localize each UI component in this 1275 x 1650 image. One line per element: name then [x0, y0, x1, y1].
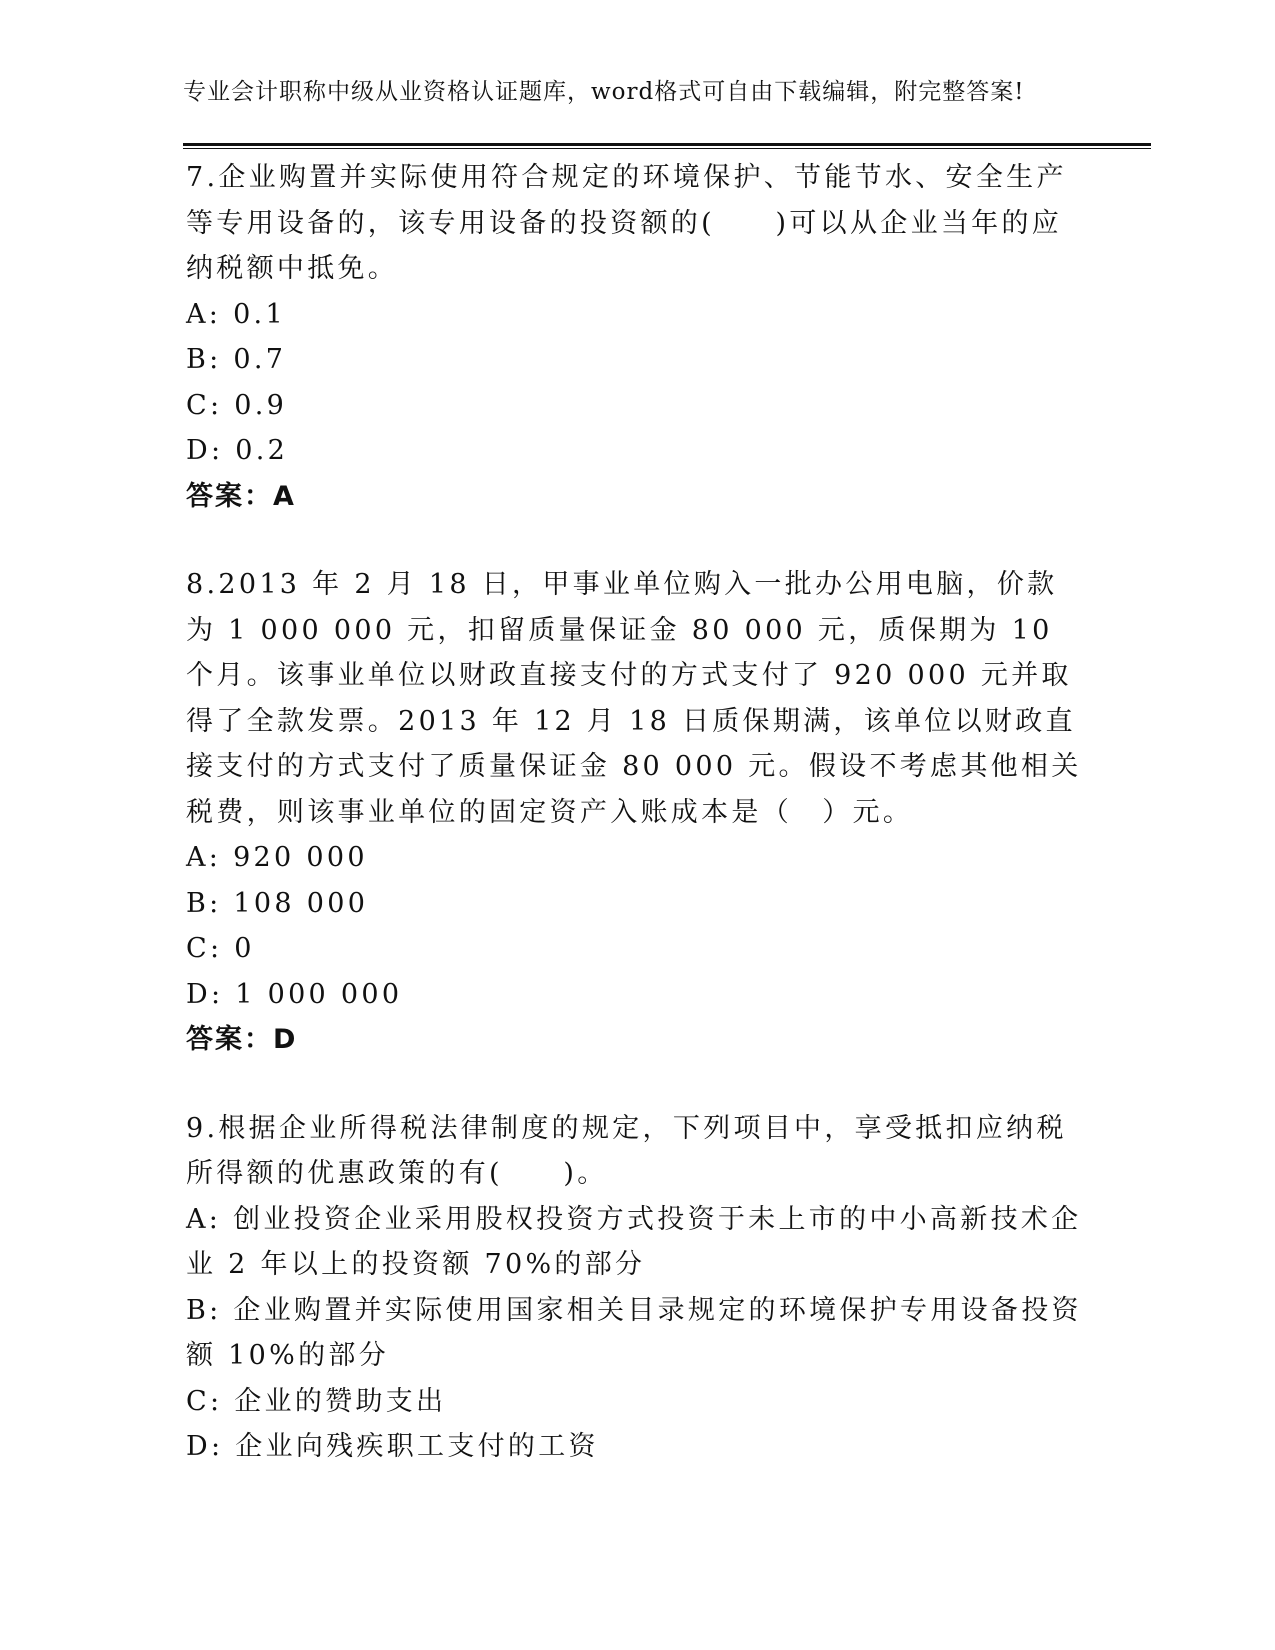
header-rule-thin	[183, 148, 1151, 149]
question-stem: 7.企业购置并实际使用符合规定的环境保护、节能节水、安全生产等专用设备的，该专用设备的投资额的( )可以从企业当年的应纳税额中抵免。	[186, 162, 1067, 284]
question-stem: 8.2013 年 2 月 18 日，甲事业单位购入一批办公用电脑，价款为 1 000 000 元，扣留质量保证金 80 000 元，质保期为 10 个月。该事业单位以财政直接支付的方式支付了 920 000 元并取得了全款发票。2013 年 12 月 18 日质保期满，该单位以财政直接支付的方式支付了质量保证金 80 000 元。假设不考虑其他相关税费，则该事业单位的固定资产入账成本是（ ）元。	[186, 569, 1082, 828]
option-d: D: 0.2	[186, 435, 289, 466]
option-b: B: 108 000	[186, 887, 369, 919]
question-stem: 9.根据企业所得税法律制度的规定，下列项目中，享受抵扣应纳税所得额的优惠政策的有( )。	[186, 1112, 1067, 1189]
question-9	[186, 1106, 1086, 1470]
page-header: 专业会计职称中级从业资格认证题库，word格式可自由下载编辑，附完整答案!	[183, 79, 1025, 105]
option-b: B: 企业购置并实际使用国家相关目录规定的环境保护专用设备投资额 10%的部分	[186, 1294, 1082, 1371]
option-c: C: 企业的赞助支出	[186, 1385, 447, 1417]
question-list	[186, 155, 1086, 1470]
option-d: D: 企业向残疾职工支付的工资	[186, 1431, 599, 1462]
option-a: A: 创业投资企业采用股权投资方式投资于未上市的中小高新技术企业 2 年以上的投资额 70%的部分	[186, 1203, 1082, 1280]
answer-line: 答案：A	[186, 480, 296, 512]
question-spacer	[186, 1063, 1086, 1106]
option-d: D: 1 000 000	[186, 978, 403, 1010]
question-8	[186, 562, 1086, 1063]
question-spacer	[186, 519, 1086, 562]
option-c: C: 0	[186, 933, 255, 964]
question-7	[186, 155, 1086, 519]
answer-line: 答案：D	[186, 1024, 298, 1055]
header-rule-thick	[183, 143, 1151, 146]
option-b: B: 0.7	[186, 344, 287, 375]
option-a: A: 920 000	[186, 842, 368, 873]
option-a: A: 0.1	[186, 298, 286, 330]
option-c: C: 0.9	[186, 389, 288, 421]
